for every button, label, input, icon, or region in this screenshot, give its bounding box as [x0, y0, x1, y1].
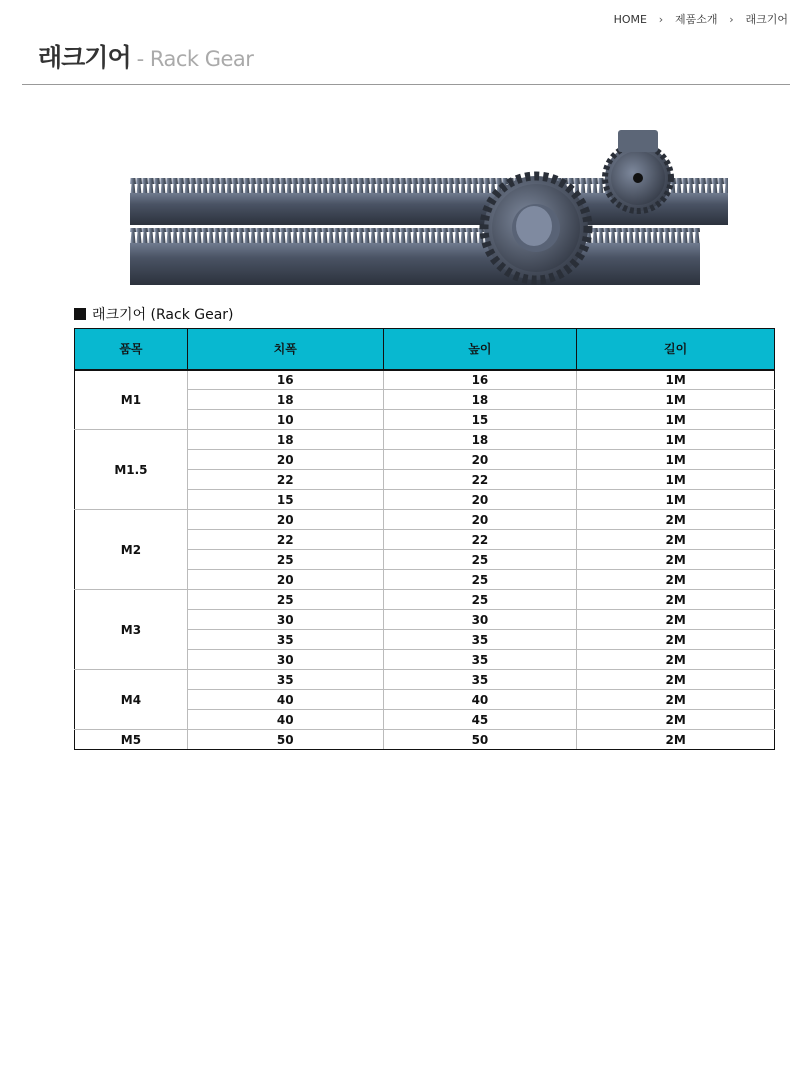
length-cell: 2M [577, 610, 775, 630]
header-length: 길이 [577, 329, 775, 370]
length-cell: 2M [577, 710, 775, 730]
section-title [74, 304, 234, 324]
header-item: 품목 [75, 329, 188, 370]
length-cell: 2M [577, 730, 775, 750]
table-row [75, 430, 775, 450]
height-cell: 18 [383, 430, 577, 450]
width-cell: 50 [187, 730, 383, 750]
length-cell: 2M [577, 570, 775, 590]
rack-gear-product-image [118, 120, 738, 300]
table-row [75, 670, 775, 690]
height-cell: 22 [383, 530, 577, 550]
table-row [75, 370, 775, 390]
module-cell: M1 [75, 370, 188, 430]
module-cell: M5 [75, 730, 188, 750]
table-row [75, 590, 775, 610]
length-cell: 1M [577, 390, 775, 410]
length-cell: 1M [577, 410, 775, 430]
height-cell: 45 [383, 710, 577, 730]
module-cell: M3 [75, 590, 188, 670]
width-cell: 25 [187, 590, 383, 610]
length-cell: 1M [577, 370, 775, 390]
bottom-rack-teeth [130, 228, 700, 244]
module-cell: M1.5 [75, 430, 188, 510]
length-cell: 1M [577, 450, 775, 470]
width-cell: 10 [187, 410, 383, 430]
square-bullet-icon [74, 308, 86, 320]
height-cell: 18 [383, 390, 577, 410]
breadcrumb [614, 11, 788, 27]
height-cell: 20 [383, 510, 577, 530]
header-height: 높이 [383, 329, 577, 370]
width-cell: 18 [187, 430, 383, 450]
width-cell: 20 [187, 510, 383, 530]
width-cell: 20 [187, 450, 383, 470]
width-cell: 22 [187, 530, 383, 550]
height-cell: 25 [383, 590, 577, 610]
width-cell: 40 [187, 710, 383, 730]
section-title-text: 래크기어 (Rack Gear) [92, 307, 234, 323]
height-cell: 25 [383, 570, 577, 590]
length-cell: 1M [577, 490, 775, 510]
length-cell: 2M [577, 630, 775, 650]
length-cell: 2M [577, 670, 775, 690]
table-row [75, 510, 775, 530]
page-header [38, 38, 253, 74]
height-cell: 16 [383, 370, 577, 390]
width-cell: 40 [187, 690, 383, 710]
height-cell: 35 [383, 670, 577, 690]
height-cell: 25 [383, 550, 577, 570]
height-cell: 40 [383, 690, 577, 710]
width-cell: 30 [187, 650, 383, 670]
length-cell: 2M [577, 690, 775, 710]
table-header-row [75, 329, 775, 370]
breadcrumb-current: 래크기어 [745, 13, 788, 26]
width-cell: 20 [187, 570, 383, 590]
width-cell: 35 [187, 670, 383, 690]
length-cell: 2M [577, 510, 775, 530]
width-cell: 16 [187, 370, 383, 390]
spec-table [74, 328, 775, 750]
length-cell: 2M [577, 550, 775, 570]
length-cell: 1M [577, 430, 775, 450]
header-divider [22, 84, 790, 85]
height-cell: 20 [383, 450, 577, 470]
module-cell: M4 [75, 670, 188, 730]
height-cell: 35 [383, 650, 577, 670]
width-cell: 25 [187, 550, 383, 570]
breadcrumb-home-link[interactable]: HOME [613, 12, 647, 26]
chevron-right-icon: › [729, 12, 734, 26]
module-cell: M2 [75, 510, 188, 590]
height-cell: 50 [383, 730, 577, 750]
height-cell: 20 [383, 490, 577, 510]
page-subtitle: - Rack Gear [136, 47, 254, 71]
height-cell: 35 [383, 630, 577, 650]
width-cell: 35 [187, 630, 383, 650]
large-pinion-gear [484, 176, 588, 280]
header-width: 치폭 [187, 329, 383, 370]
page-title: 래크기어 [38, 43, 131, 72]
small-pinion-gear [605, 130, 671, 211]
width-cell: 18 [187, 390, 383, 410]
bottom-rack-bar [130, 243, 700, 285]
height-cell: 30 [383, 610, 577, 630]
height-cell: 15 [383, 410, 577, 430]
width-cell: 22 [187, 470, 383, 490]
table-row [75, 730, 775, 750]
breadcrumb-products-link[interactable]: 제품소개 [674, 13, 718, 26]
length-cell: 1M [577, 470, 775, 490]
width-cell: 30 [187, 610, 383, 630]
length-cell: 2M [577, 530, 775, 550]
height-cell: 22 [383, 470, 577, 490]
chevron-right-icon: › [658, 12, 664, 26]
width-cell: 15 [187, 490, 383, 510]
length-cell: 2M [577, 590, 775, 610]
length-cell: 2M [577, 650, 775, 670]
